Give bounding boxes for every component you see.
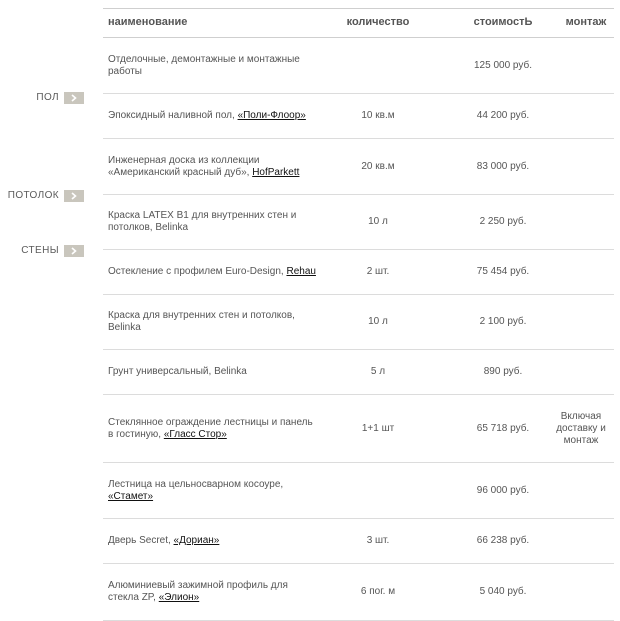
cell-qty: 10 л bbox=[368, 216, 388, 227]
table-row bbox=[103, 295, 614, 350]
table-row bbox=[103, 463, 614, 519]
cell-name bbox=[108, 395, 318, 462]
side-nav-item-ceiling[interactable] bbox=[8, 190, 84, 202]
cell-qty: 6 пог. м bbox=[360, 586, 396, 597]
chevron-right-icon[interactable] bbox=[64, 92, 84, 104]
cell-qty: 5 л bbox=[370, 366, 386, 377]
item-name: Стеклянное ограждение лестницы и панель в гостиную, bbox=[108, 416, 313, 440]
cell-cost: 65 718 руб. bbox=[476, 422, 530, 434]
brand-link[interactable]: «Элион» bbox=[158, 592, 200, 603]
cell-mount bbox=[548, 250, 614, 294]
item-name: Остекление с профилем Euro-Design, bbox=[108, 266, 287, 277]
table-row bbox=[103, 250, 614, 295]
cell-qty: 10 л bbox=[368, 316, 388, 327]
cell-name bbox=[108, 295, 318, 349]
item-name: Инженерная доска из коллекции «Американский красный дуб», bbox=[108, 154, 260, 178]
brand-link[interactable]: «Поли-Флоор» bbox=[237, 110, 306, 121]
item-name: Дверь Secret, bbox=[108, 535, 174, 546]
cell-cost: 75 454 руб. bbox=[476, 266, 530, 277]
cell-qty bbox=[318, 463, 438, 518]
table-row bbox=[103, 395, 614, 463]
item-name: Алюминиевый зажимной профиль для стекла ZP, bbox=[108, 580, 288, 603]
cell-mount bbox=[548, 519, 614, 563]
cell-cost: 83 000 руб. bbox=[476, 160, 530, 172]
cell-cost: 66 238 руб. bbox=[476, 535, 530, 546]
cell-mount bbox=[548, 295, 614, 349]
table-row bbox=[103, 519, 614, 564]
item-name: Отделочные, демонтажные и монтажные работы bbox=[108, 53, 300, 77]
table-row bbox=[103, 139, 614, 195]
cell-qty: 3 шт. bbox=[366, 535, 390, 546]
materials-table bbox=[103, 8, 614, 621]
brand-link[interactable]: «Дориан» bbox=[173, 535, 220, 546]
side-nav-label: ПОТОЛОК bbox=[7, 190, 59, 201]
cell-cost: 5 040 руб. bbox=[479, 586, 527, 597]
item-name: Эпоксидный наливной пол, bbox=[108, 110, 238, 121]
brand-link[interactable]: «Гласс Стор» bbox=[163, 428, 227, 440]
cell-qty: 2 шт. bbox=[366, 266, 390, 277]
cell-mount bbox=[548, 139, 614, 194]
cell-cost: 2 250 руб. bbox=[479, 216, 527, 227]
cell-cost: 125 000 руб. bbox=[474, 59, 532, 71]
cell-cost: 2 100 руб. bbox=[479, 316, 527, 327]
cell-mount: Включая доставку и монтаж bbox=[556, 410, 606, 446]
item-name: Краска для внутренних стен и потолков, Belinka bbox=[108, 310, 295, 333]
brand-link[interactable]: HofParkett bbox=[252, 166, 300, 178]
header-name: наименование bbox=[108, 16, 188, 28]
chevron-right-icon[interactable] bbox=[64, 245, 84, 257]
item-name: Лестница на цельносварном косоуре, bbox=[108, 478, 284, 490]
cell-qty: 20 кв.м bbox=[361, 160, 395, 172]
table-header bbox=[103, 8, 614, 38]
side-nav bbox=[0, 0, 90, 612]
cell-name bbox=[108, 94, 318, 138]
cell-qty: 1+1 шт bbox=[361, 422, 395, 434]
cell-name bbox=[108, 195, 318, 249]
item-name: Краска LATEX B1 для внутренних стен и потолков, Belinka bbox=[108, 210, 297, 233]
cell-cost: 96 000 руб. bbox=[476, 484, 530, 496]
cell-name bbox=[108, 250, 318, 294]
item-name: Грунт универсальный, Belinka bbox=[108, 366, 247, 377]
cell-mount bbox=[548, 195, 614, 249]
side-nav-item-floor[interactable] bbox=[36, 92, 84, 104]
cell-name bbox=[108, 519, 318, 563]
header-mount: монтаж bbox=[565, 16, 607, 28]
cell-cost: 890 руб. bbox=[483, 366, 523, 377]
cell-qty: 10 кв.м bbox=[361, 110, 395, 121]
table-row bbox=[103, 38, 614, 94]
cell-mount bbox=[548, 350, 614, 394]
table-row bbox=[103, 94, 614, 139]
brand-link[interactable]: «Стамет» bbox=[108, 490, 154, 502]
table-row bbox=[103, 195, 614, 250]
side-nav-label: ПОЛ bbox=[36, 92, 59, 103]
cell-cost: 44 200 руб. bbox=[476, 110, 530, 121]
header-qty: количество bbox=[346, 16, 410, 28]
cell-name bbox=[108, 463, 318, 518]
cell-mount bbox=[548, 94, 614, 138]
cell-name bbox=[108, 38, 318, 93]
table-row bbox=[103, 350, 614, 395]
cell-mount bbox=[548, 463, 614, 518]
chevron-right-icon[interactable] bbox=[64, 190, 84, 202]
side-nav-item-walls[interactable] bbox=[21, 245, 84, 257]
header-cost: стоимостЬ bbox=[473, 16, 533, 28]
cell-mount bbox=[548, 38, 614, 93]
cell-name bbox=[108, 350, 318, 394]
brand-link[interactable]: Rehau bbox=[286, 266, 316, 277]
cell-name bbox=[108, 139, 318, 194]
side-nav-label: СТЕНЫ bbox=[21, 245, 59, 256]
table-row bbox=[103, 564, 614, 621]
cell-qty bbox=[318, 38, 438, 93]
